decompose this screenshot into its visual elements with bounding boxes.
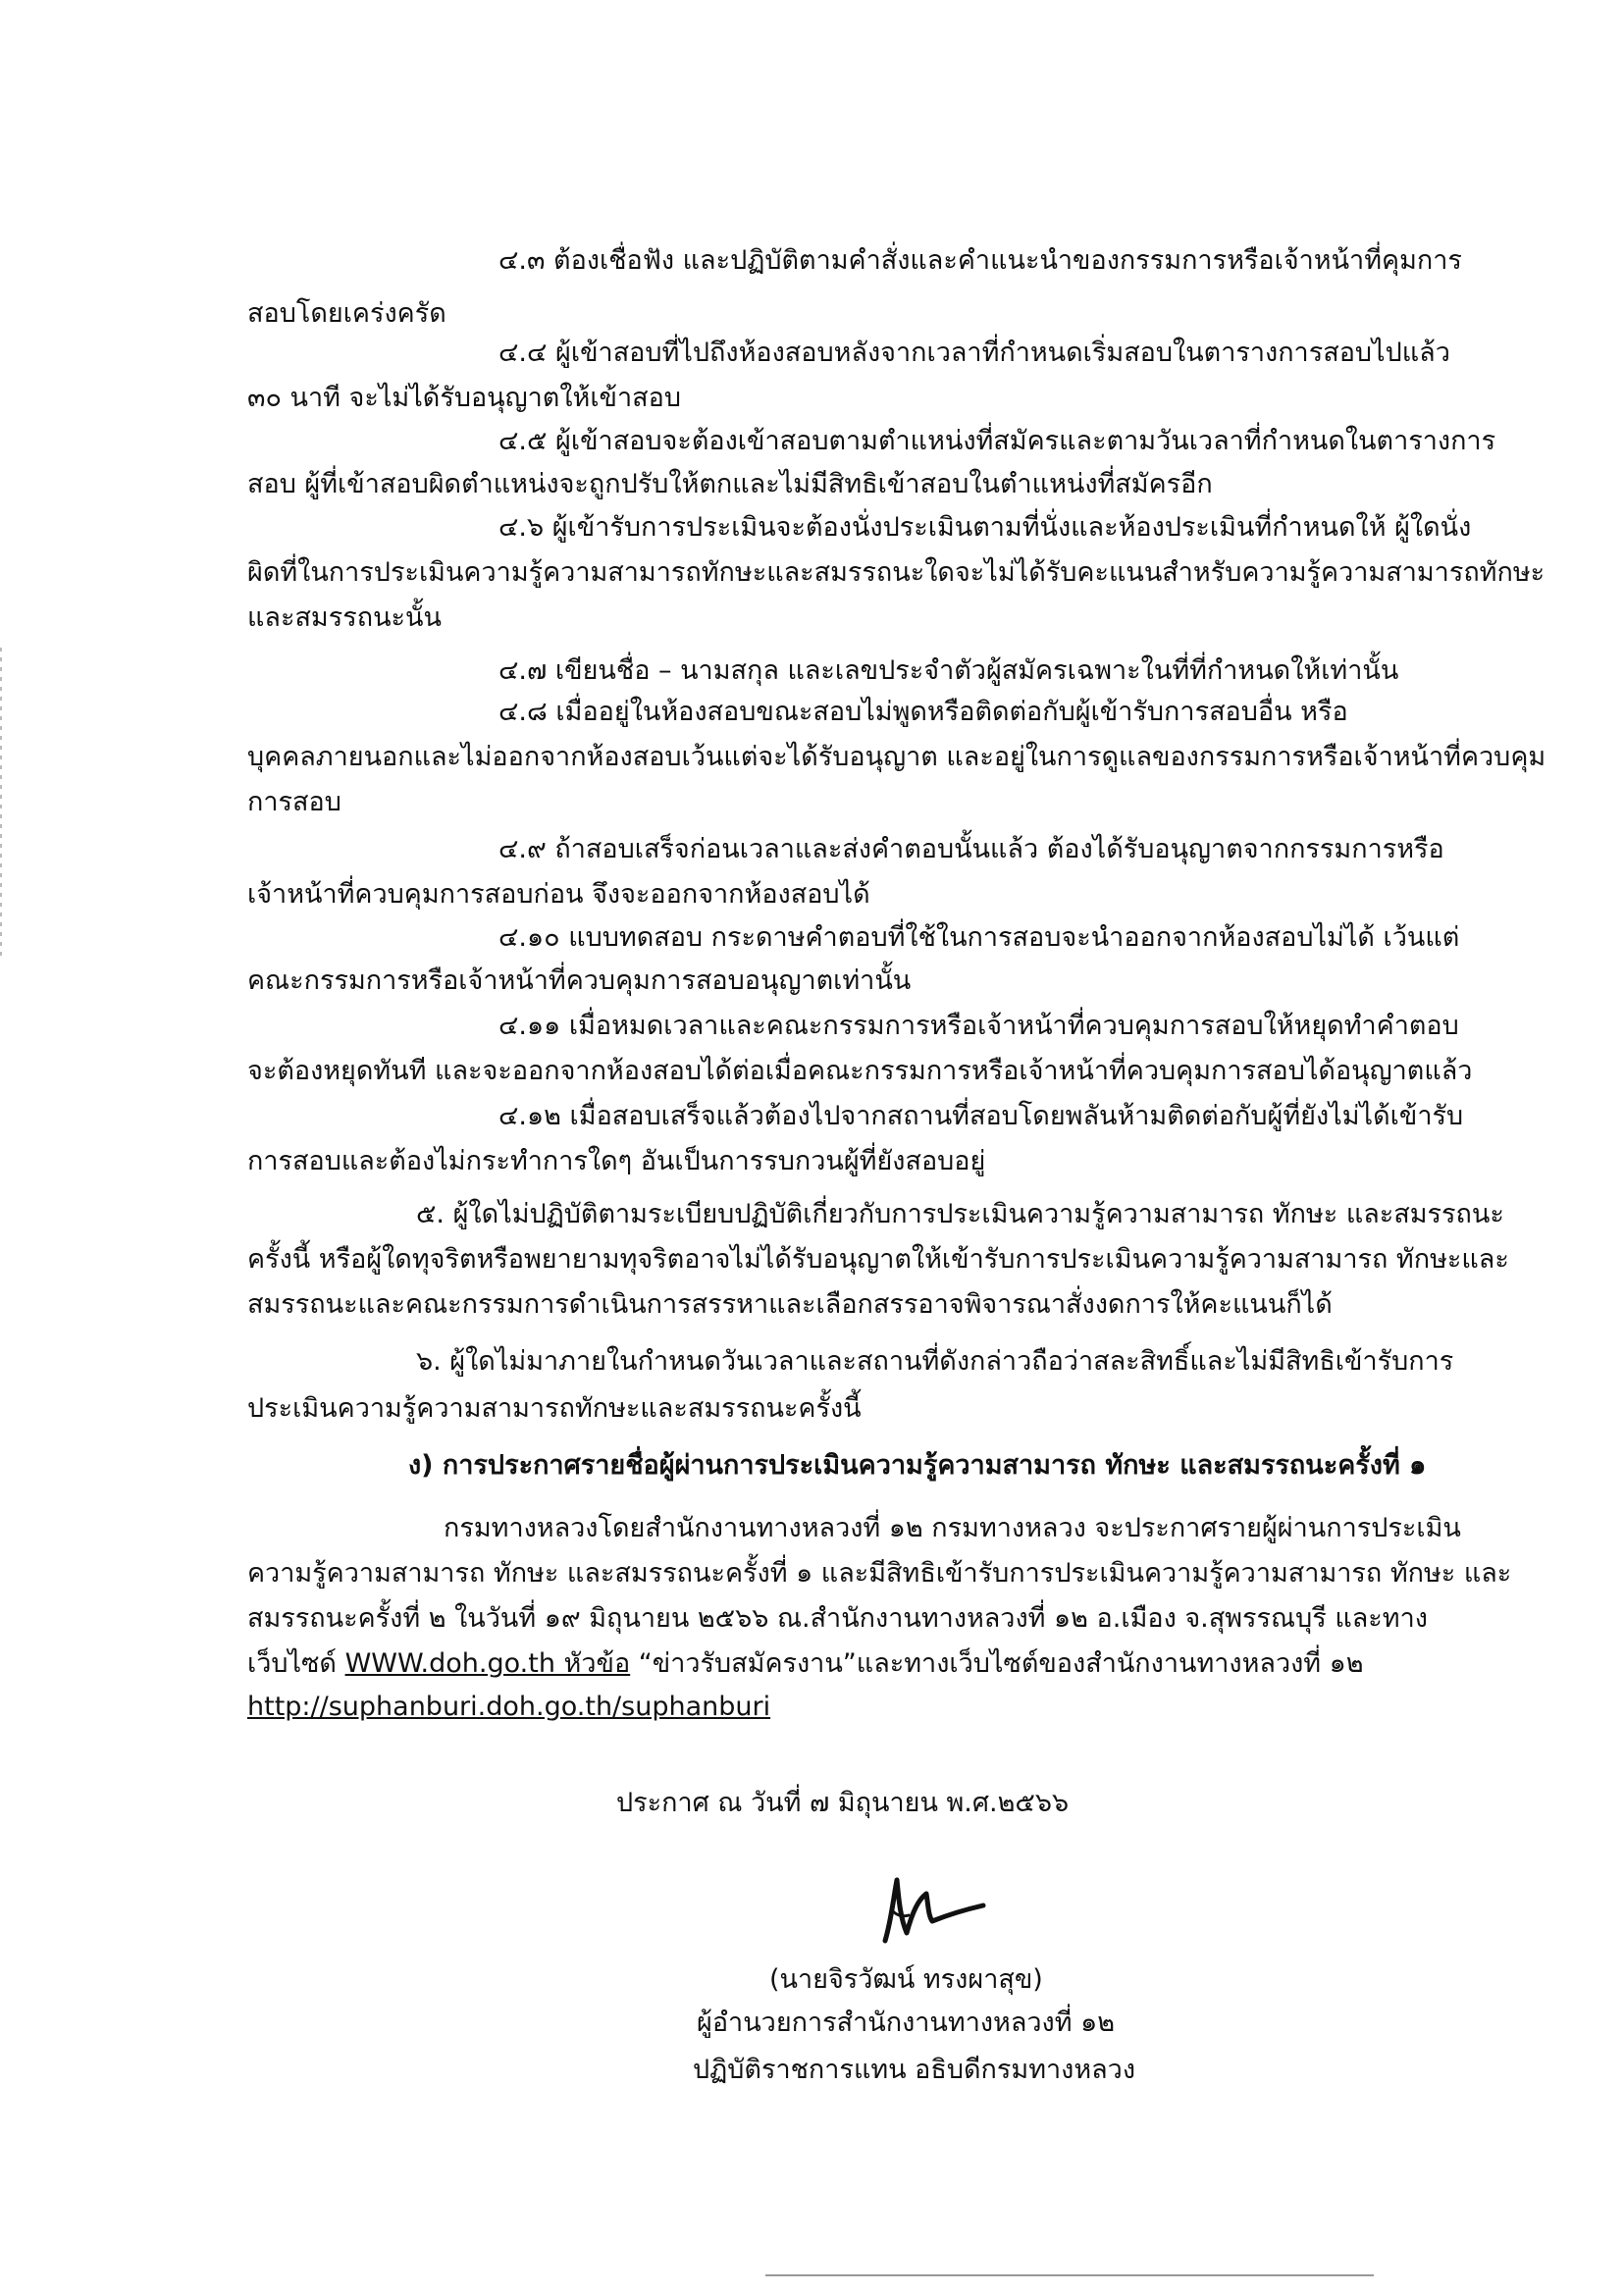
rule-4-7-line-1: ๔.๗ เขียนชื่อ – นามสกุล และเลขประจำตัวผู้สมัครเฉพาะในที่ที่กำหนดให้เท่านั้น	[498, 655, 1399, 686]
rule-5-line-3: สมรรถนะและคณะกรรมการดำเนินการสรรหาและเลือกสรรอาจพิจารณาสั่งงดการให้คะแนนก็ได้	[247, 1289, 1333, 1320]
rule-6-line-1: ๖. ผู้ใดไม่มาภายในกำหนดวันเวลาและสถานที่ดังกล่าวถือว่าสละสิทธิ์และไม่มีสิทธิเข้ารับการ	[416, 1346, 1454, 1377]
website-label: เว็บไซด์	[247, 1648, 345, 1679]
rule-4-5-line-1: ๔.๕ ผู้เข้าสอบจะต้องเข้าสอบตามตำแหน่งที่สมัครและตามวันเวลาที่กำหนดในตารางการ	[498, 426, 1496, 456]
rule-5-line-2: ครั้งนี้ หรือผู้ใดทุจริตหรือพยายามทุจริตอาจไม่ได้รับอนุญาตให้เข้ารับการประเมินความรู้ความสามารถ ทักษะและ	[247, 1244, 1509, 1275]
website-topic-text: “ข่าวรับสมัครงาน”และทางเว็บไซต์ของสำนักงานทางหลวงที่ ๑๒	[630, 1648, 1364, 1679]
announcement-line-1: กรมทางหลวงโดยสำนักงานทางหลวงที่ ๑๒ กรมทางหลวง จะประกาศรายผู้ผ่านการประเมิน	[444, 1513, 1461, 1543]
rule-4-4-line-2: ๓๐ นาที จะไม่ได้รับอนุญาตให้เข้าสอบ	[247, 383, 682, 413]
rule-4-9-line-1: ๔.๙ ถ้าสอบเสร็จก่อนเวลาและส่งคำตอบนั้นแล้ว ต้องได้รับอนุญาตจากกรรมการหรือ	[498, 834, 1444, 864]
rule-4-8-line-3: การสอบ	[247, 787, 341, 817]
doh-website-link[interactable]: WWW.doh.go.th หัวข้อ	[344, 1648, 631, 1679]
rule-4-10-line-1: ๔.๑๐ แบบทดสอบ กระดาษคำตอบที่ใช้ในการสอบจะนำออกจากห้องสอบไม่ได้ เว้นแต่	[498, 922, 1460, 953]
rule-4-3-line-2: สอบโดยเคร่งครัด	[247, 298, 446, 329]
scan-edge-mark	[0, 648, 2, 962]
rule-4-12-line-2: การสอบและต้องไม่กระทำการใดๆ อันเป็นการรบกวนผู้ที่ยังสอบอยู่	[247, 1146, 986, 1176]
announcement-line-3: สมรรถนะครั้งที่ ๒ ในวันที่ ๑๙ มิถุนายน ๒๕๖๖ ณ.สำนักงานทางหลวงที่ ๑๒ อ.เมือง จ.สุพรรณบุรี และทาง	[247, 1603, 1428, 1634]
rule-4-10-line-2: คณะกรรมการหรือเจ้าหน้าที่ควบคุมการสอบอนุญาตเท่านั้น	[247, 965, 912, 996]
suphanburi-website-link[interactable]: http://suphanburi.doh.go.th/suphanburi	[247, 1692, 771, 1722]
signature	[864, 1872, 1001, 1951]
rule-4-8-line-1: ๔.๘ เมื่ออยู่ในห้องสอบขณะสอบไม่พูดหรือติดต่อกับผู้เข้ารับการสอบอื่น หรือ	[498, 697, 1348, 727]
rule-4-3-line-1: ๔.๓ ต้องเชื่อฟัง และปฏิบัติตามคำสั่งและคำแนะนำของกรรมการหรือเจ้าหน้าที่คุมการ	[498, 245, 1462, 276]
rule-5-line-1: ๕. ผู้ใดไม่ปฏิบัติตามระเบียบปฏิบัติเกี่ยวกับการประเมินความรู้ความสามารถ ทักษะ และสมรรถนะ	[416, 1199, 1504, 1229]
scan-bottom-line	[765, 2274, 1374, 2276]
rule-6-line-2: ประเมินความรู้ความสามารถทักษะและสมรรถนะครั้งนี้	[247, 1393, 862, 1424]
rule-4-4-line-1: ๔.๔ ผู้เข้าสอบที่ไปถึงห้องสอบหลังจากเวลาที่กำหนดเริ่มสอบในตารางการสอบไปแล้ว	[498, 338, 1450, 368]
announcement-line-2: ความรู้ความสามารถ ทักษะ และสมรรถนะครั้งที่ ๑ และมีสิทธิเข้ารับการประเมินความรู้ความสามารถ ทักษะ และ	[247, 1558, 1512, 1589]
rule-4-6-line-1: ๔.๖ ผู้เข้ารับการประเมินจะต้องนั่งประเมินตามที่นั่งและห้องประเมินที่กำหนดให้ ผู้ใดนั่ง	[498, 512, 1472, 543]
rule-4-5-line-2: สอบ ผู้ที่เข้าสอบผิดตำแหน่งจะถูกปรับให้ตกและไม่มีสิทธิเข้าสอบในตำแหน่งที่สมัครอีก	[247, 469, 1213, 499]
section-heading-announcement: ง) การประกาศรายชื่อผู้ผ่านการประเมินความรู้ความสามารถ ทักษะ และสมรรถนะครั้งที่ ๑	[408, 1450, 1427, 1481]
rule-4-11-line-2: จะต้องหยุดทันที และจะออกจากห้องสอบได้ต่อเมื่อคณะกรรมการหรือเจ้าหน้าที่ควบคุมการสอบได้อนุญาตแล้ว	[247, 1056, 1473, 1086]
announcement-date: ประกาศ ณ วันที่ ๗ มิถุนายน พ.ศ.๒๕๖๖	[616, 1788, 1070, 1818]
signatory-position: ผู้อำนวยการสำนักงานทางหลวงที่ ๑๒	[697, 2007, 1116, 2038]
rule-4-6-line-3: และสมรรถนะนั้น	[247, 602, 442, 633]
rule-4-9-line-2: เจ้าหน้าที่ควบคุมการสอบก่อน จึงจะออกจากห้องสอบได้	[247, 879, 870, 910]
signature-mark	[864, 1872, 1001, 1951]
rule-4-8-line-2: บุคคลภายนอกและไม่ออกจากห้องสอบเว้นแต่จะได้รับอนุญาต และอยู่ในการดูแลของกรรมการหรือเจ้าหน้าที่ควบคุม	[247, 742, 1546, 772]
rule-4-12-line-1: ๔.๑๒ เมื่อสอบเสร็จแล้วต้องไปจากสถานที่สอบโดยพลันห้ามติดต่อกับผู้ที่ยังไม่ได้เข้ารับ	[498, 1101, 1464, 1131]
signatory-name: (นายจิรวัฒน์ ทรงผาสุข)	[769, 1964, 1043, 1995]
signatory-acting-for: ปฏิบัติราชการแทน อธิบดีกรมทางหลวง	[693, 2055, 1136, 2085]
rule-4-6-line-2: ผิดที่ในการประเมินความรู้ความสามารถทักษะและสมรรถนะใดจะไม่ได้รับคะแนนสำหรับความรู้ความสามารถทักษะ	[247, 557, 1545, 588]
announcement-line-4	[247, 1644, 1364, 1684]
rule-4-11-line-1: ๔.๑๑ เมื่อหมดเวลาและคณะกรรมการหรือเจ้าหน้าที่ควบคุมการสอบให้หยุดทำคำตอบ	[498, 1011, 1459, 1041]
